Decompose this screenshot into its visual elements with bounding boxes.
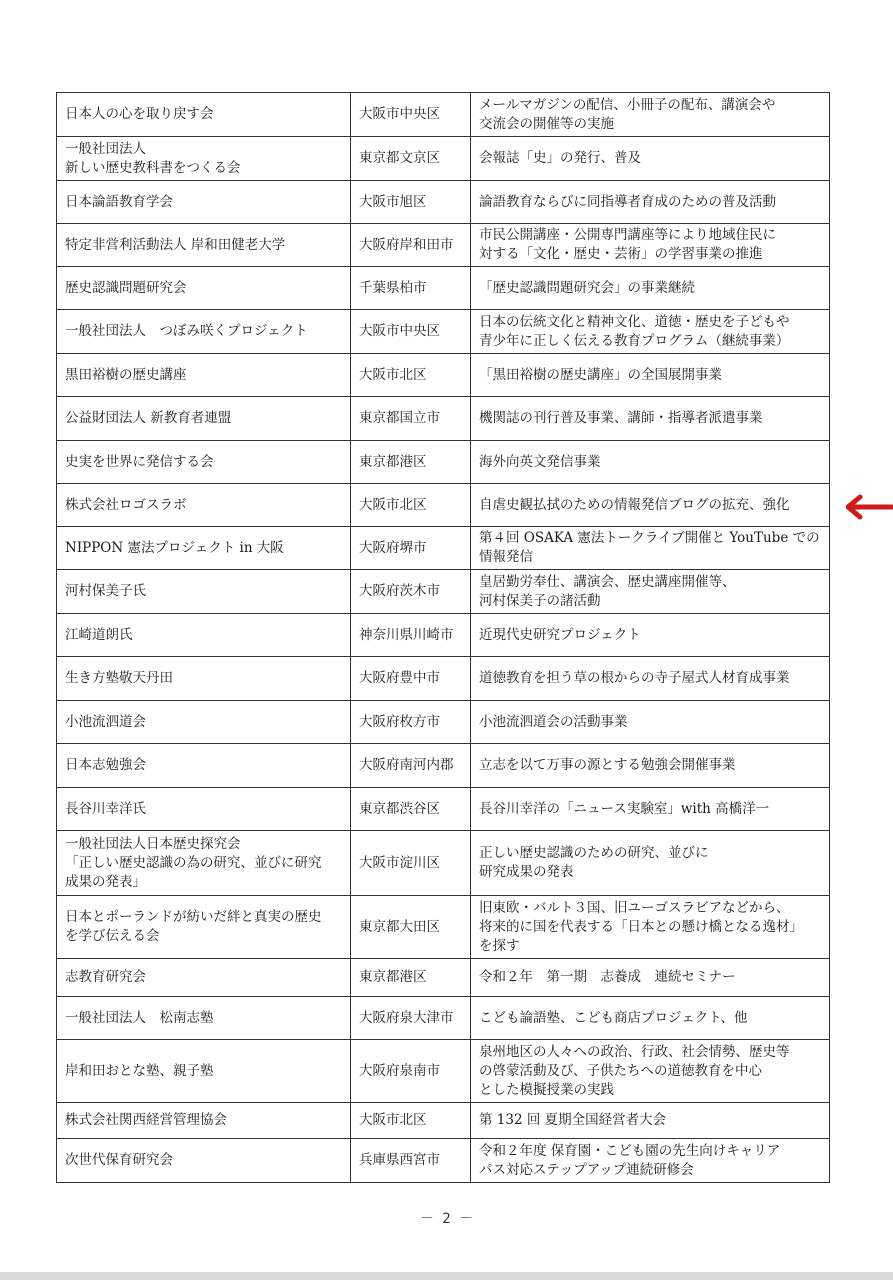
location-cell: 東京都渋谷区 [351, 788, 471, 831]
table-row [57, 831, 830, 896]
activity-cell: 市民公開講座・公開専門講座等により地域住民に 対する「文化・歴史・芸術」の学習事業の推進 [471, 224, 830, 267]
activity-cell: 自虐史観払拭のための情報発信ブログの拡充、強化 [471, 484, 830, 527]
location-cell: 東京都国立市 [351, 397, 471, 441]
table-row [57, 181, 830, 224]
organization-name-cell: 日本論語教育学会 [57, 181, 351, 224]
table-row [57, 657, 830, 701]
table-row [57, 896, 830, 959]
organization-name-cell: 一般社団法人 松南志塾 [57, 997, 351, 1040]
left-arrow-icon [846, 494, 893, 520]
location-cell: 大阪府南河内郡 [351, 744, 471, 788]
organization-name-cell: 江崎道朗氏 [57, 614, 351, 657]
table-row [57, 310, 830, 354]
table-row [57, 1103, 830, 1139]
table-row [57, 137, 830, 181]
activity-cell: 日本の伝統文化と精神文化、道徳・歴史を子どもや 青少年に正しく伝える教育プログラム（継続事業） [471, 310, 830, 354]
location-cell: 大阪府岸和田市 [351, 224, 471, 267]
organization-name-cell: 特定非営利活動法人 岸和田健老大学 [57, 224, 351, 267]
table-row [57, 744, 830, 788]
location-cell: 東京都港区 [351, 441, 471, 484]
table-row [57, 959, 830, 997]
location-cell: 神奈川県川崎市 [351, 614, 471, 657]
activity-cell: メールマガジンの配信、小冊子の配布、講演会や 交流会の開催等の実施 [471, 93, 830, 137]
activity-cell: こども論語塾、こども商店プロジェクト、他 [471, 997, 830, 1040]
table-row [57, 788, 830, 831]
location-cell: 大阪府堺市 [351, 527, 471, 570]
activity-cell: 令和２年度 保育園・こども園の先生向けキャリア パス対応ステップアップ連続研修会 [471, 1139, 830, 1183]
table-row [57, 570, 830, 614]
table-row [57, 527, 830, 570]
organization-name-cell: 歴史認識問題研究会 [57, 267, 351, 310]
organization-name-cell: 日本志勉強会 [57, 744, 351, 788]
location-cell: 東京都大田区 [351, 896, 471, 959]
organization-name-cell: 志教育研究会 [57, 959, 351, 997]
location-cell: 東京都文京区 [351, 137, 471, 181]
location-cell: 東京都港区 [351, 959, 471, 997]
organization-name-cell: 一般社団法人日本歴史探究会 「正しい歴史認識の為の研究、並びに研究 成果の発表」 [57, 831, 351, 896]
organization-name-cell: 生き方塾敬天丹田 [57, 657, 351, 701]
activity-cell: 「黒田裕樹の歴史講座」の全国展開事業 [471, 354, 830, 397]
location-cell: 大阪市北区 [351, 484, 471, 527]
table-row [57, 484, 830, 527]
location-cell: 大阪市北区 [351, 354, 471, 397]
activity-cell: 「歴史認識問題研究会」の事業継続 [471, 267, 830, 310]
page-number: － 2 － [419, 1211, 474, 1227]
table-row [57, 997, 830, 1040]
activity-cell: 海外向英文発信事業 [471, 441, 830, 484]
table-row [57, 701, 830, 744]
activity-cell: 第４回 OSAKA 憲法トークライブ開催と YouTube での 情報発信 [471, 527, 830, 570]
organization-name-cell: 小池流泗道会 [57, 701, 351, 744]
location-cell: 大阪府泉大津市 [351, 997, 471, 1040]
organization-name-cell: 日本人の心を取り戻す会 [57, 93, 351, 137]
organization-name-cell: 黒田裕樹の歴史講座 [57, 354, 351, 397]
location-cell: 大阪市淀川区 [351, 831, 471, 896]
activity-cell: 第 132 回 夏期全国経営者大会 [471, 1103, 830, 1139]
table-row [57, 224, 830, 267]
location-cell: 大阪市中央区 [351, 93, 471, 137]
location-cell: 大阪府泉南市 [351, 1040, 471, 1103]
activity-cell: 皇居勤労奉仕、講演会、歴史講座開催等、 河村保美子の諸活動 [471, 570, 830, 614]
location-cell: 大阪市旭区 [351, 181, 471, 224]
location-cell: 大阪府枚方市 [351, 701, 471, 744]
organization-name-cell: 河村保美子氏 [57, 570, 351, 614]
organization-name-cell: 史実を世界に発信する会 [57, 441, 351, 484]
table-row [57, 267, 830, 310]
location-cell: 兵庫県西宮市 [351, 1139, 471, 1183]
activity-cell: 道徳教育を担う草の根からの寺子屋式人材育成事業 [471, 657, 830, 701]
organization-name-cell: 次世代保育研究会 [57, 1139, 351, 1183]
activity-cell: 長谷川幸洋の「ニュース実験室」with 高橋洋一 [471, 788, 830, 831]
activity-cell: 会報誌「史」の発行、普及 [471, 137, 830, 181]
organization-name-cell: 一般社団法人 つぼみ咲くプロジェクト [57, 310, 351, 354]
location-cell: 大阪府豊中市 [351, 657, 471, 701]
organization-table [56, 92, 830, 1183]
organization-name-cell: NIPPON 憲法プロジェクト in 大阪 [57, 527, 351, 570]
viewer-bottom-bar [0, 1272, 893, 1280]
activity-cell: 令和２年 第一期 志養成 連続セミナー [471, 959, 830, 997]
organization-name-cell: 一般社団法人 新しい歴史教科書をつくる会 [57, 137, 351, 181]
activity-cell: 小池流泗道会の活動事業 [471, 701, 830, 744]
activity-cell: 泉州地区の人々への政治、行政、社会情勢、歴史等 の啓蒙活動及び、子供たちへの道徳教育を中心 とした模擬授業の実践 [471, 1040, 830, 1103]
activity-cell: 立志を以て万事の源とする勉強会開催事業 [471, 744, 830, 788]
activity-cell: 近現代史研究プロジェクト [471, 614, 830, 657]
table-row [57, 614, 830, 657]
organization-name-cell: 岸和田おとな塾、親子塾 [57, 1040, 351, 1103]
organization-name-cell: 株式会社ロゴスラボ [57, 484, 351, 527]
organization-table-body [57, 93, 830, 1183]
organization-name-cell: 株式会社関西経営管理協会 [57, 1103, 351, 1139]
table-row [57, 1040, 830, 1103]
activity-cell: 機関誌の刊行普及事業、講師・指導者派遣事業 [471, 397, 830, 441]
organization-name-cell: 長谷川幸洋氏 [57, 788, 351, 831]
activity-cell: 正しい歴史認識のための研究、並びに 研究成果の発表 [471, 831, 830, 896]
table-row [57, 441, 830, 484]
location-cell: 千葉県柏市 [351, 267, 471, 310]
location-cell: 大阪市北区 [351, 1103, 471, 1139]
organization-name-cell: 公益財団法人 新教育者連盟 [57, 397, 351, 441]
organization-name-cell: 日本とポーランドが紡いだ絆と真実の歴史 を学び伝える会 [57, 896, 351, 959]
table-row [57, 354, 830, 397]
table-row [57, 1139, 830, 1183]
table-row [57, 397, 830, 441]
activity-cell: 旧東欧・バルト３国、旧ユーゴスラビアなどから、 将来的に国を代表する「日本との懸け橋となる逸材」 を探す [471, 896, 830, 959]
location-cell: 大阪市中央区 [351, 310, 471, 354]
table-row [57, 93, 830, 137]
activity-cell: 論語教育ならびに同指導者育成のための普及活動 [471, 181, 830, 224]
location-cell: 大阪府茨木市 [351, 570, 471, 614]
